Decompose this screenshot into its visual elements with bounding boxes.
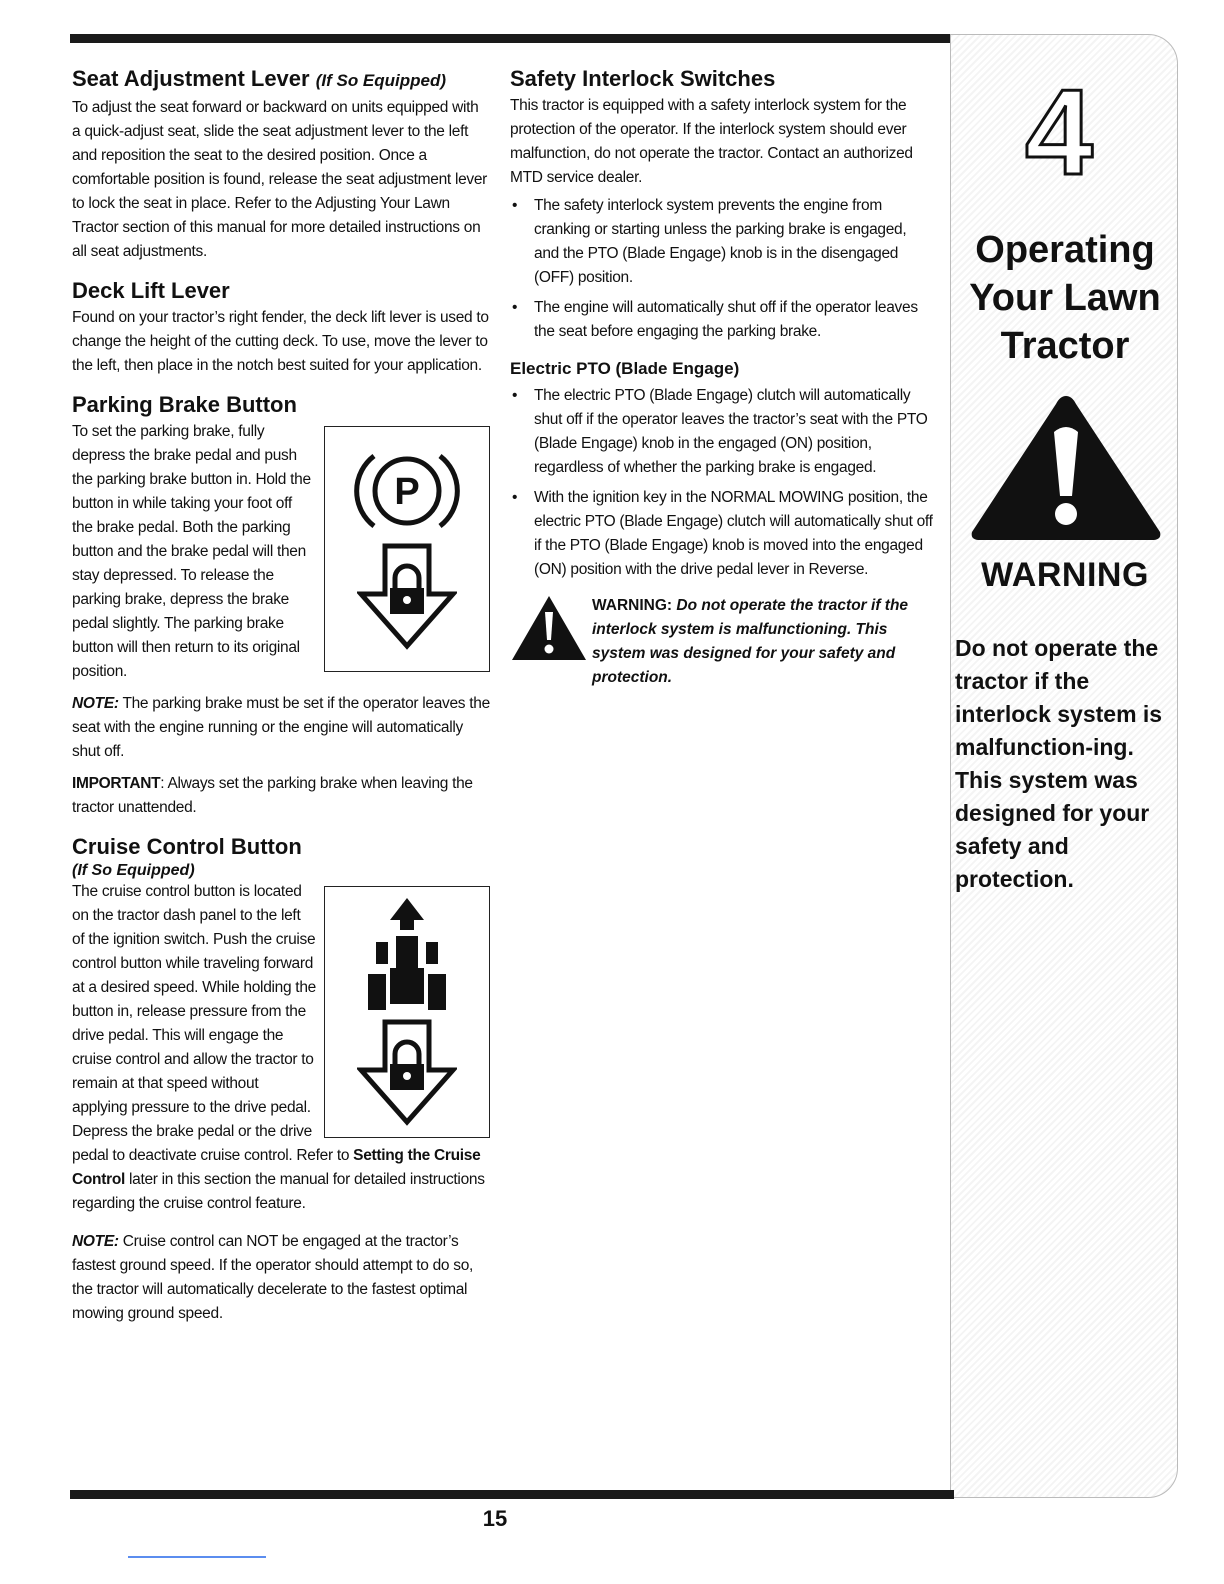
lock-down-arrow-icon (357, 542, 457, 652)
seat-equipped-note: (If So Equipped) (315, 71, 447, 90)
top-rule (70, 34, 954, 43)
safety-interlock-heading: Safety Interlock Switches (510, 66, 776, 91)
cruise-note: NOTE: Cruise control can NOT be engaged at the tractor’s fastest ground speed. If the operator should attempt to do so, the tractor will automatically decelerate to the fastest optimal mowing ground speed. (72, 1233, 474, 1322)
list-item: • The electric PTO (Blade Engage) clutch will automatically shut off if the operator leaves the tractor’s seat with the PTO (Blade Engage) knob in the engaged (ON) position, regardless of whether the parking brake is engaged. (534, 384, 935, 480)
deck-lift-heading: Deck Lift Lever (72, 278, 230, 303)
sidebar-warning-heading: WARNING (981, 556, 1149, 594)
bottom-rule (70, 1490, 954, 1499)
left-column (72, 66, 490, 1326)
chapter-number-badge (1014, 76, 1104, 184)
sidebar-warning-message: Do not operate the tractor if the interlock system is malfunction-ing. This system was designed for your safety and protection. (955, 635, 1163, 892)
warning-callout-text: WARNING: Do not operate the tractor if the interlock system is malfunctioning. This system was designed for your safety and protection. (592, 597, 909, 686)
list-item: • The safety interlock system prevents the engine from cranking or starting unless the parking brake is engaged, and the PTO (Blade Engage) knob is in the disengaged (OFF) position. (534, 194, 935, 290)
cruise-control-figure (324, 886, 490, 1138)
important-label: IMPORTANT (72, 775, 161, 792)
parking-symbol: P (394, 471, 420, 513)
warning-triangle-icon (510, 594, 588, 662)
parking-note: NOTE: The parking brake must be set if the operator leaves the seat with the engine running or the engine will automatically shut off. (72, 695, 490, 760)
cruise-control-heading: Cruise Control Button (72, 834, 302, 859)
safety-interlock-text: This tractor is equipped with a safety interlock system for the protection of the operator. If the interlock system should ever malfunction, do not operate the tractor. Contact an authorized MTD service dealer. (510, 97, 913, 186)
list-item: • With the ignition key in the NORMAL MOWING position, the electric PTO (Blade Engage) clutch will automatically shut off if the PTO (Blade Engage) knob is moved into the engaged (ON) position with the drive pedal lever in Reverse. (534, 486, 935, 582)
chapter-number: 4 (1025, 76, 1093, 184)
warning-label: WARNING: (592, 597, 673, 614)
parking-brake-heading: Parking Brake Button (72, 392, 297, 417)
electric-pto-list (510, 384, 935, 582)
page-number: 15 (482, 1506, 508, 1531)
safety-interlock-list (510, 194, 935, 344)
middle-column (510, 66, 935, 690)
blue-underline (128, 1556, 266, 1558)
electric-pto-heading: Electric PTO (Blade Engage) (510, 359, 740, 378)
warning-callout (510, 594, 935, 690)
deck-lift-text: Found on your tractor’s right fender, the deck lift lever is used to change the height of the cutting deck. To use, move the lever to the left, then place in the notch best suited for your application. (72, 309, 489, 374)
setting-cruise-reference: Setting the Cruise Control (72, 1147, 481, 1188)
parking-brake-text: To set the parking brake, fully depress the brake pedal and push the parking brake button in. Hold the button in while taking your foot off the brake pedal. Both the parking button and the brake pedal will then stay depressed. To release the parking brake, depress the brake pedal slightly. The parking brake button will then return to its original position. (72, 423, 311, 680)
cruise-control-text: The cruise control button is located on the tractor dash panel to the left of the ignition switch. Push the cruise control button while traveling forward at a desired speed. While holding the button in, release pressure from the drive pedal. This will engage the cruise control and allow the tractor to remain at that speed without applying pressure to the drive pedal. Depress the brake pedal or the drive pedal to deactivate cruise control. Refer to Setting the Cruise Control later in this section the manual for detailed instructions regarding the cruise control feature. (72, 883, 485, 1212)
note-label: NOTE: (72, 1233, 119, 1250)
important-note: IMPORTANT: Always set the parking brake when leaving the tractor unattended. (72, 775, 473, 816)
note-label: NOTE: (72, 695, 119, 712)
chapter-title: Operating Your Lawn Tractor (969, 229, 1161, 367)
parking-brake-icon (352, 446, 462, 536)
tractor-forward-icon (362, 896, 452, 1014)
seat-adjustment-heading: Seat Adjustment Lever (If So Equipped) (72, 66, 447, 91)
lock-down-arrow-icon (357, 1018, 457, 1128)
parking-brake-figure (324, 426, 490, 672)
seat-adjustment-text: To adjust the seat forward or backward on units equipped with a quick-adjust seat, slide the seat adjustment lever to the left and reposition the seat to the desired position. Once a comfortable position is found, release the seat adjustment lever to lock the seat in place. Refer to the Adjusting Your Lawn Tractor section of this manual for more detailed instructions on all seat adjustments. (72, 99, 488, 260)
sidebar-warning-triangle-icon (968, 392, 1164, 542)
list-item: • The engine will automatically shut off if the operator leaves the seat before engaging the parking brake. (534, 296, 935, 344)
cruise-equipped-note: (If So Equipped) (72, 862, 195, 879)
